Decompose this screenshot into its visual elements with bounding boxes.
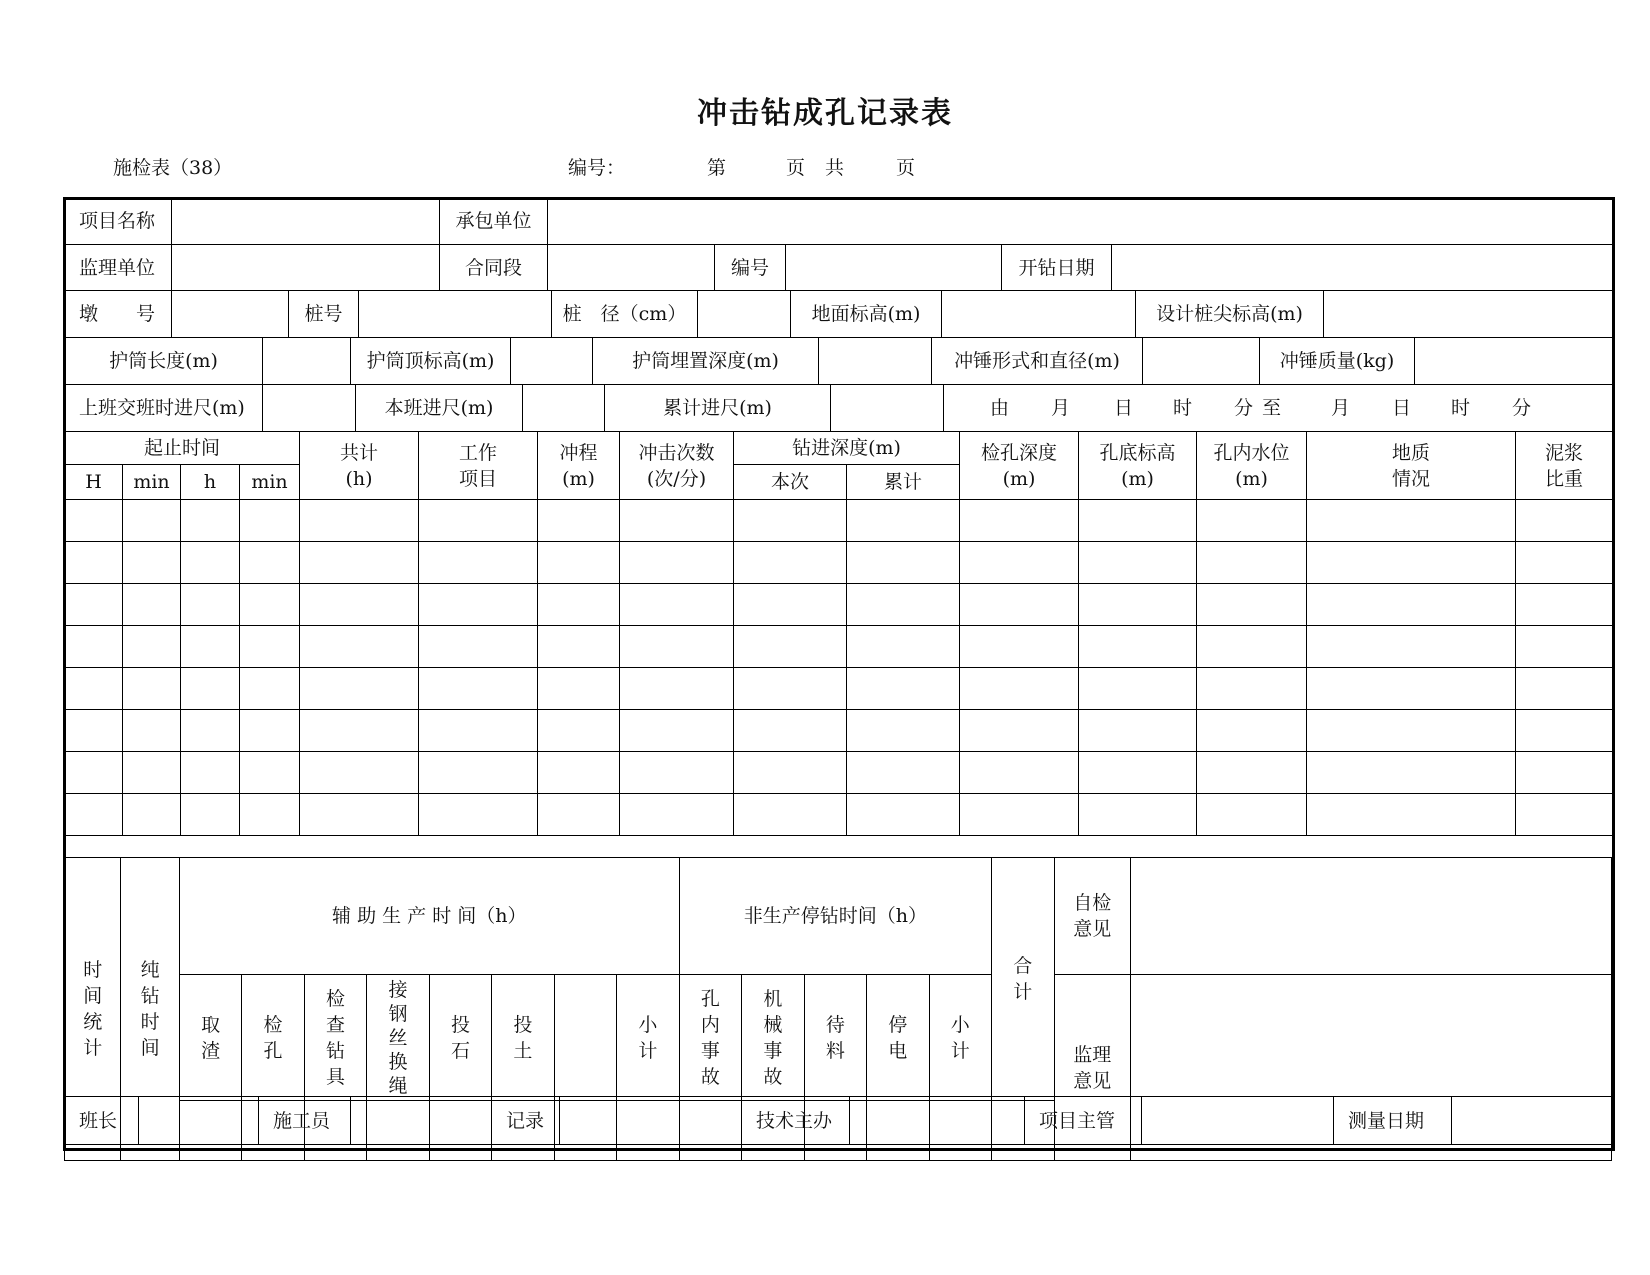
log-cell[interactable]: [419, 710, 538, 752]
field-pier-no[interactable]: [172, 291, 289, 338]
log-cell[interactable]: [538, 752, 620, 794]
log-cell[interactable]: [734, 542, 847, 584]
log-cell[interactable]: [123, 710, 181, 752]
log-cell[interactable]: [300, 542, 419, 584]
log-cell[interactable]: [65, 710, 123, 752]
total-label: 共: [825, 157, 845, 179]
log-cell[interactable]: [65, 542, 123, 584]
label-contract-section: 合同段: [440, 245, 548, 291]
label-measure-date: 测量日期: [1334, 1097, 1452, 1145]
label-cumulative: 累计进尺(m): [605, 385, 831, 432]
label-casing-top: 护筒顶标高(m): [351, 338, 511, 385]
log-cell[interactable]: [960, 542, 1079, 584]
header-slurry: 泥浆 比重: [1516, 432, 1613, 500]
shift-info-table: [64, 384, 1613, 432]
field-number[interactable]: [786, 245, 1002, 291]
header-geology: 地质 情况: [1307, 432, 1516, 500]
log-cell[interactable]: [1307, 710, 1516, 752]
log-cell[interactable]: [1307, 542, 1516, 584]
header-work-item: 工作 项目: [419, 432, 538, 500]
label-this-shift: 本班进尺(m): [356, 385, 523, 432]
log-cell[interactable]: [847, 626, 960, 668]
period-month-2: 月: [1331, 397, 1351, 419]
log-cell[interactable]: [300, 752, 419, 794]
nonprod-wait-material: 待 料: [804, 975, 866, 1101]
label-number: 编号: [715, 245, 786, 291]
log-cell[interactable]: [960, 668, 1079, 710]
log-cell[interactable]: [419, 794, 538, 836]
label-hammer-mass: 冲锤质量(kg): [1260, 338, 1415, 385]
log-cell[interactable]: [419, 584, 538, 626]
log-cell[interactable]: [847, 710, 960, 752]
field-prev-shift[interactable]: [263, 385, 356, 432]
log-cell[interactable]: [240, 584, 300, 626]
aux-time-title: 辅 助 生 产 时 间（h）: [179, 858, 679, 975]
header-stroke: 冲程 (m): [538, 432, 620, 500]
log-row: [65, 668, 1613, 710]
field-casing-len[interactable]: [263, 338, 351, 385]
period-to: 至: [1262, 397, 1282, 419]
log-cell[interactable]: [1307, 500, 1516, 542]
label-start-date: 开钻日期: [1002, 245, 1112, 291]
log-cell[interactable]: [123, 668, 181, 710]
pile-info-table: [64, 290, 1613, 338]
log-cell[interactable]: [734, 626, 847, 668]
period-month-1: 月: [1051, 397, 1071, 419]
field-pile-dia[interactable]: [698, 291, 791, 338]
log-cell[interactable]: [1197, 794, 1307, 836]
log-cell[interactable]: [1197, 752, 1307, 794]
log-cell[interactable]: [538, 584, 620, 626]
log-cell[interactable]: [847, 668, 960, 710]
log-row: [65, 752, 1613, 794]
self-check-label: 自检 意见: [1054, 858, 1131, 975]
log-cell[interactable]: [847, 584, 960, 626]
field-leader[interactable]: [139, 1097, 259, 1145]
aux-check-hole: 检 孔: [242, 975, 304, 1101]
log-cell[interactable]: [538, 626, 620, 668]
log-cell[interactable]: [734, 794, 847, 836]
field-ground-elev[interactable]: [942, 291, 1136, 338]
header-depth-this: 本次: [734, 465, 847, 500]
log-cell[interactable]: [1197, 542, 1307, 584]
field-hammer-mass[interactable]: [1415, 338, 1613, 385]
supervision-label: 监理 意见: [1054, 975, 1131, 1161]
label-project-name: 项目名称: [65, 198, 172, 245]
label-tech: 技术主办: [742, 1097, 850, 1145]
net-drill-time-label: 纯 钻 时 间: [121, 858, 179, 1161]
field-measure-date[interactable]: [1452, 1097, 1613, 1145]
log-cell[interactable]: [419, 542, 538, 584]
self-check-field[interactable]: [1131, 858, 1612, 975]
log-cell[interactable]: [419, 626, 538, 668]
header-start-hour: H: [65, 465, 123, 500]
period-min-2: 分: [1512, 397, 1532, 419]
label-supervisor: 监理单位: [65, 245, 172, 291]
log-cell[interactable]: [538, 710, 620, 752]
field-recorder[interactable]: [560, 1097, 742, 1145]
field-hammer-type[interactable]: [1143, 338, 1260, 385]
aux-slag: 取 渣: [179, 975, 241, 1101]
log-cell[interactable]: [734, 710, 847, 752]
label-prev-shift: 上班交班时进尺(m): [65, 385, 263, 432]
log-cell[interactable]: [300, 626, 419, 668]
log-cell[interactable]: [123, 752, 181, 794]
page-no-label: 第: [707, 157, 727, 179]
info-table: [64, 197, 1613, 291]
log-cell[interactable]: [1079, 542, 1197, 584]
log-cell[interactable]: [65, 626, 123, 668]
log-cell[interactable]: [240, 710, 300, 752]
log-cell[interactable]: [960, 794, 1079, 836]
log-cell[interactable]: [1079, 668, 1197, 710]
aux-subtotal: 小 计: [617, 975, 680, 1101]
log-cell[interactable]: [1079, 500, 1197, 542]
log-cell[interactable]: [1516, 668, 1613, 710]
label-contractor: 承包单位: [440, 198, 548, 245]
log-cell[interactable]: [1197, 626, 1307, 668]
field-supervisor[interactable]: [172, 245, 440, 291]
log-cell[interactable]: [65, 668, 123, 710]
field-pile-no[interactable]: [359, 291, 552, 338]
log-cell[interactable]: [1307, 668, 1516, 710]
field-project-name[interactable]: [172, 198, 440, 245]
log-cell[interactable]: [1307, 584, 1516, 626]
log-cell[interactable]: [181, 794, 240, 836]
log-row: [65, 542, 1613, 584]
log-cell[interactable]: [960, 710, 1079, 752]
aux-check-tool: 检 查 钻 具: [304, 975, 366, 1101]
log-cell[interactable]: [181, 626, 240, 668]
log-cell[interactable]: [1197, 710, 1307, 752]
log-cell[interactable]: [1197, 500, 1307, 542]
header-depth: 钻进深度(m): [734, 432, 960, 465]
log-cell[interactable]: [240, 752, 300, 794]
log-cell[interactable]: [65, 584, 123, 626]
period-hour-1: 时: [1173, 397, 1193, 419]
log-cell[interactable]: [620, 500, 734, 542]
log-cell[interactable]: [419, 752, 538, 794]
nonprod-power-off: 停 电: [867, 975, 929, 1101]
log-cell[interactable]: [1079, 584, 1197, 626]
field-contractor[interactable]: [548, 198, 1613, 245]
log-cell[interactable]: [1516, 584, 1613, 626]
log-cell[interactable]: [240, 794, 300, 836]
log-cell[interactable]: [538, 542, 620, 584]
log-cell[interactable]: [419, 668, 538, 710]
page-label-2: 页: [896, 157, 916, 179]
log-cell[interactable]: [1079, 710, 1197, 752]
header-total: 共计 (h): [300, 432, 419, 500]
label-design-tip-elev: 设计桩尖标高(m): [1136, 291, 1324, 338]
aux-blank: [554, 975, 616, 1101]
log-cell[interactable]: [65, 794, 123, 836]
log-cell[interactable]: [847, 542, 960, 584]
log-cell[interactable]: [1079, 794, 1197, 836]
log-cell[interactable]: [1197, 584, 1307, 626]
sum-label: 合 计: [992, 858, 1054, 1101]
drilling-log-table: [64, 431, 1613, 836]
label-ground-elev: 地面标高(m): [791, 291, 942, 338]
field-start-date[interactable]: [1112, 245, 1613, 291]
log-cell[interactable]: [734, 500, 847, 542]
log-cell[interactable]: [1307, 794, 1516, 836]
log-cell[interactable]: [620, 542, 734, 584]
header-water-level: 孔内水位 (m): [1197, 432, 1307, 500]
log-cell[interactable]: [538, 500, 620, 542]
field-this-shift[interactable]: [523, 385, 605, 432]
log-cell[interactable]: [847, 500, 960, 542]
label-pier-no: 墩 号: [65, 291, 172, 338]
nonprod-hole-accident: 孔 内 事 故: [679, 975, 741, 1101]
log-cell[interactable]: [734, 668, 847, 710]
log-cell[interactable]: [847, 794, 960, 836]
log-cell[interactable]: [65, 500, 123, 542]
log-cell[interactable]: [620, 668, 734, 710]
field-tech[interactable]: [850, 1097, 1025, 1145]
label-hammer-type: 冲锤形式和直径(m): [932, 338, 1143, 385]
log-cell[interactable]: [620, 626, 734, 668]
log-cell[interactable]: [847, 752, 960, 794]
log-cell[interactable]: [123, 542, 181, 584]
log-cell[interactable]: [123, 626, 181, 668]
label-pile-dia: 桩 径（cm）: [552, 291, 698, 338]
log-cell[interactable]: [123, 500, 181, 542]
log-cell[interactable]: [1307, 752, 1516, 794]
log-cell[interactable]: [240, 542, 300, 584]
log-cell[interactable]: [1197, 668, 1307, 710]
log-cell[interactable]: [620, 752, 734, 794]
log-cell[interactable]: [1516, 752, 1613, 794]
log-cell[interactable]: [960, 500, 1079, 542]
aux-rope: 接 钢 丝 换 绳: [367, 975, 429, 1101]
log-row: [65, 710, 1613, 752]
log-cell[interactable]: [123, 584, 181, 626]
header-end-min: min: [240, 465, 300, 500]
period-min-1: 分: [1234, 397, 1254, 419]
header-blows: 冲击次数 (次/分): [620, 432, 734, 500]
header-bottom-elev: 孔底标高 (m): [1079, 432, 1197, 500]
period-day-2: 日: [1392, 397, 1412, 419]
log-row: [65, 500, 1613, 542]
period-day-1: 日: [1114, 397, 1134, 419]
log-cell[interactable]: [419, 500, 538, 542]
period-hour-2: 时: [1451, 397, 1471, 419]
label-casing-len: 护筒长度(m): [65, 338, 263, 385]
log-cell[interactable]: [960, 752, 1079, 794]
header-end-hour: h: [181, 465, 240, 500]
page-label: 页: [786, 157, 806, 179]
log-cell[interactable]: [538, 668, 620, 710]
log-cell[interactable]: [240, 500, 300, 542]
log-cell[interactable]: [1079, 752, 1197, 794]
log-cell[interactable]: [240, 668, 300, 710]
log-cell[interactable]: [65, 752, 123, 794]
header-time-range: 起止时间: [65, 432, 300, 465]
header-check-depth: 检孔深度 (m): [960, 432, 1079, 500]
log-cell[interactable]: [734, 752, 847, 794]
field-casing-depth[interactable]: [819, 338, 932, 385]
time-stats-label: 时 间 统 计: [65, 858, 121, 1161]
field-cumulative[interactable]: [831, 385, 944, 432]
log-cell[interactable]: [538, 794, 620, 836]
casing-info-table: [64, 337, 1613, 385]
log-cell[interactable]: [1516, 542, 1613, 584]
log-cell[interactable]: [1516, 626, 1613, 668]
field-worker[interactable]: [351, 1097, 492, 1145]
label-worker: 施工员: [259, 1097, 351, 1145]
log-cell[interactable]: [620, 710, 734, 752]
field-manager[interactable]: [1142, 1097, 1334, 1145]
log-cell[interactable]: [620, 584, 734, 626]
label-manager: 项目主管: [1025, 1097, 1142, 1145]
log-cell[interactable]: [300, 500, 419, 542]
log-cell[interactable]: [960, 584, 1079, 626]
label-leader: 班长: [65, 1097, 139, 1145]
header-start-min: min: [123, 465, 181, 500]
serial-label: 编号：: [568, 157, 626, 179]
period-from: 由: [990, 397, 1010, 419]
log-cell[interactable]: [1516, 710, 1613, 752]
log-cell[interactable]: [734, 584, 847, 626]
field-casing-top[interactable]: [511, 338, 593, 385]
log-cell[interactable]: [300, 710, 419, 752]
log-cell[interactable]: [1307, 626, 1516, 668]
period-field[interactable]: [944, 385, 1613, 432]
log-cell[interactable]: [620, 794, 734, 836]
log-cell[interactable]: [1516, 500, 1613, 542]
nonprod-subtotal: 小 计: [929, 975, 992, 1101]
form-code: 施检表（38）: [113, 157, 233, 179]
nonprod-machine-accident: 机 械 事 故: [742, 975, 804, 1101]
aux-stone: 投 石: [429, 975, 491, 1101]
log-cell[interactable]: [181, 668, 240, 710]
field-design-tip-elev[interactable]: [1324, 291, 1613, 338]
label-pile-no: 桩号: [289, 291, 359, 338]
log-cell[interactable]: [181, 500, 240, 542]
aux-soil: 投 土: [492, 975, 554, 1101]
field-contract-section[interactable]: [548, 245, 715, 291]
signature-table: [64, 1096, 1613, 1145]
log-row: [65, 794, 1613, 836]
header-depth-total: 累计: [847, 465, 960, 500]
log-cell[interactable]: [300, 584, 419, 626]
nonprod-time-title: 非生产停钻时间（h）: [679, 858, 991, 975]
log-cell[interactable]: [181, 584, 240, 626]
log-cell[interactable]: [240, 626, 300, 668]
form-title: 冲击钻成孔记录表: [697, 96, 953, 131]
log-cell[interactable]: [181, 752, 240, 794]
log-cell[interactable]: [1516, 794, 1613, 836]
log-cell[interactable]: [300, 668, 419, 710]
log-cell[interactable]: [181, 542, 240, 584]
log-cell[interactable]: [123, 794, 181, 836]
log-row: [65, 584, 1613, 626]
label-recorder: 记录: [492, 1097, 560, 1145]
log-cell[interactable]: [960, 626, 1079, 668]
log-row: [65, 626, 1613, 668]
log-cell[interactable]: [300, 794, 419, 836]
log-cell[interactable]: [181, 710, 240, 752]
label-casing-depth: 护筒埋置深度(m): [593, 338, 819, 385]
log-rows: [65, 500, 1613, 836]
log-cell[interactable]: [1079, 626, 1197, 668]
